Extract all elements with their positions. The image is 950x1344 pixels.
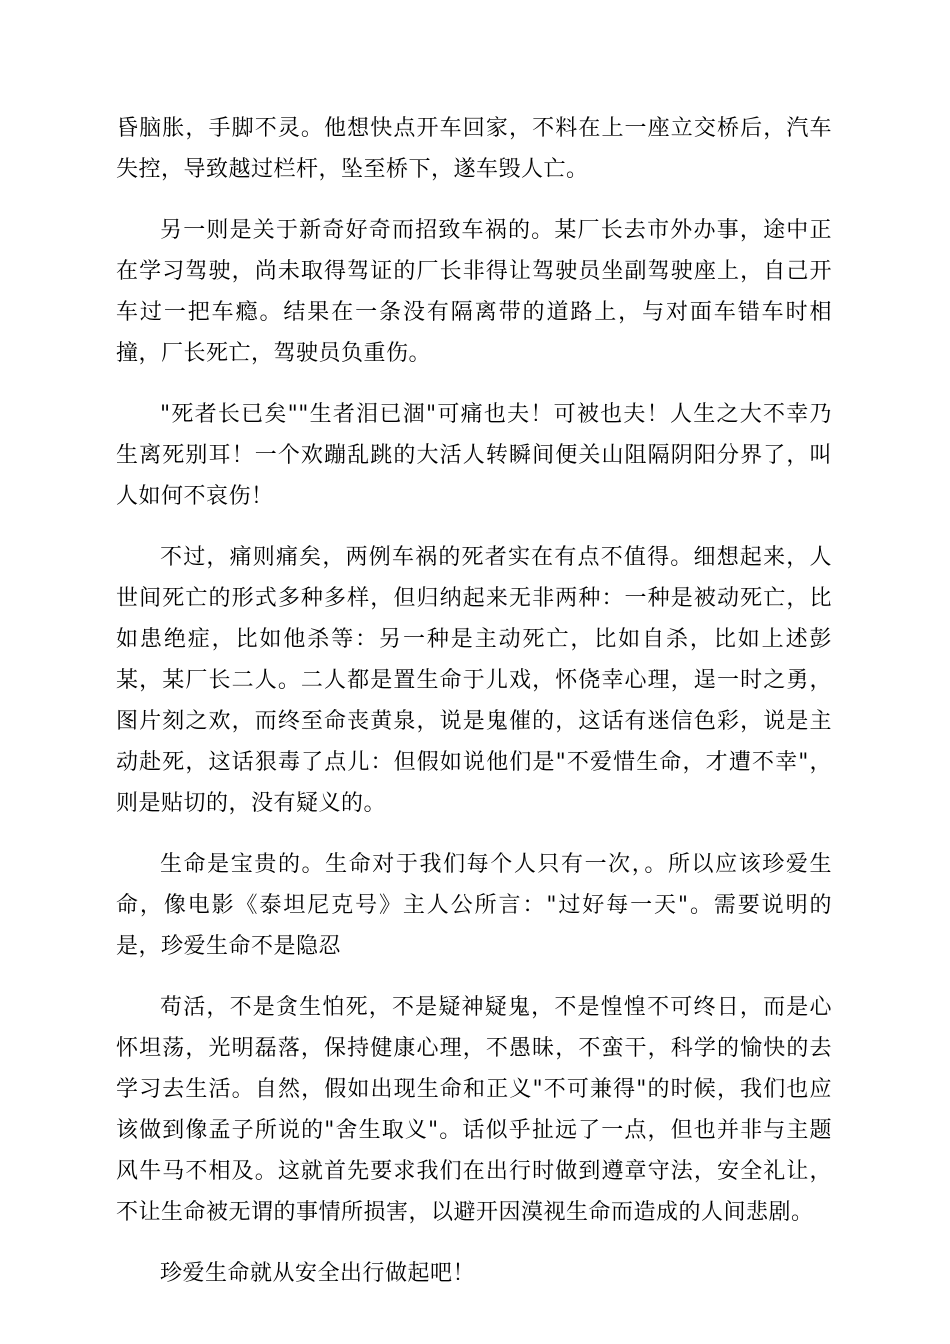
paragraph-cherish-life: 苟活，不是贪生怕死，不是疑神疑鬼，不是惶惶不可终日，而是心怀坦荡，光明磊落，保持健康心理，不愚昧，不蛮干，科学的愉快的去学习去生活。自然，假如出现生命和正义"不可兼得"的时候，我们也应该做到像孟子所说的"舍生取义"。话似乎扯远了一点，但也并非与主题风牛马不相及。这就首先要求我们在出行时做到遵章守法，安全礼让，不让生命被无谓的事情所损害，以避开因漠视生命而造成的人间悲剧。 — [116, 995, 832, 1225]
document-page — [116, 108, 832, 1314]
paragraph-second-accident: 另一则是关于新奇好奇而招致车祸的。某厂长去市外办事，途中正在学习驾驶，尚未取得驾证的厂长非得让驾驶员坐副驾驶座上，自己开车过一把车瘾。结果在一条没有隔离带的道路上，与对面车错车时相撞，厂长死亡，驾驶员负重伤。 — [116, 218, 832, 366]
paragraph-lament: "死者长已矣""生者泪已涸"可痛也夫！可被也夫！人生之大不幸乃生离死别耳！一个欢蹦乱跳的大活人转瞬间便关山阻隔阴阳分界了，叫人如何不哀伤！ — [116, 402, 832, 509]
paragraph-continuation: 昏脑胀，手脚不灵。他想快点开车回家，不料在上一座立交桥后，汽车失控，导致越过栏杆，坠至桥下，遂车毁人亡。 — [116, 116, 832, 182]
paragraph-reflection: 不过，痛则痛矣，两例车祸的死者实在有点不值得。细想起来，人世间死亡的形式多种多样，但归纳起来无非两种：一种是被动死亡，比如患绝症，比如他杀等：另一种是主动死亡，比如自杀，比如上述彭某，某厂长二人。二人都是置生命于儿戏，怀侥幸心理，逞一时之勇，图片刻之欢，而终至命丧黄泉，说是鬼催的，这话有迷信色彩，说是主动赴死，这话狠毒了点儿：但假如说他们是"不爱惜生命，才遭不幸"，则是贴切的，没有疑义的。 — [116, 545, 832, 816]
paragraph-value-of-life: 生命是宝贵的。生命对于我们每个人只有一次，。所以应该珍爱生命，像电影《泰坦尼克号》主人公所言："过好每一天"。需要说明的是，珍爱生命不是隐忍 — [116, 852, 832, 959]
paragraph-conclusion: 珍爱生命就从安全出行做起吧！ — [160, 1261, 476, 1286]
